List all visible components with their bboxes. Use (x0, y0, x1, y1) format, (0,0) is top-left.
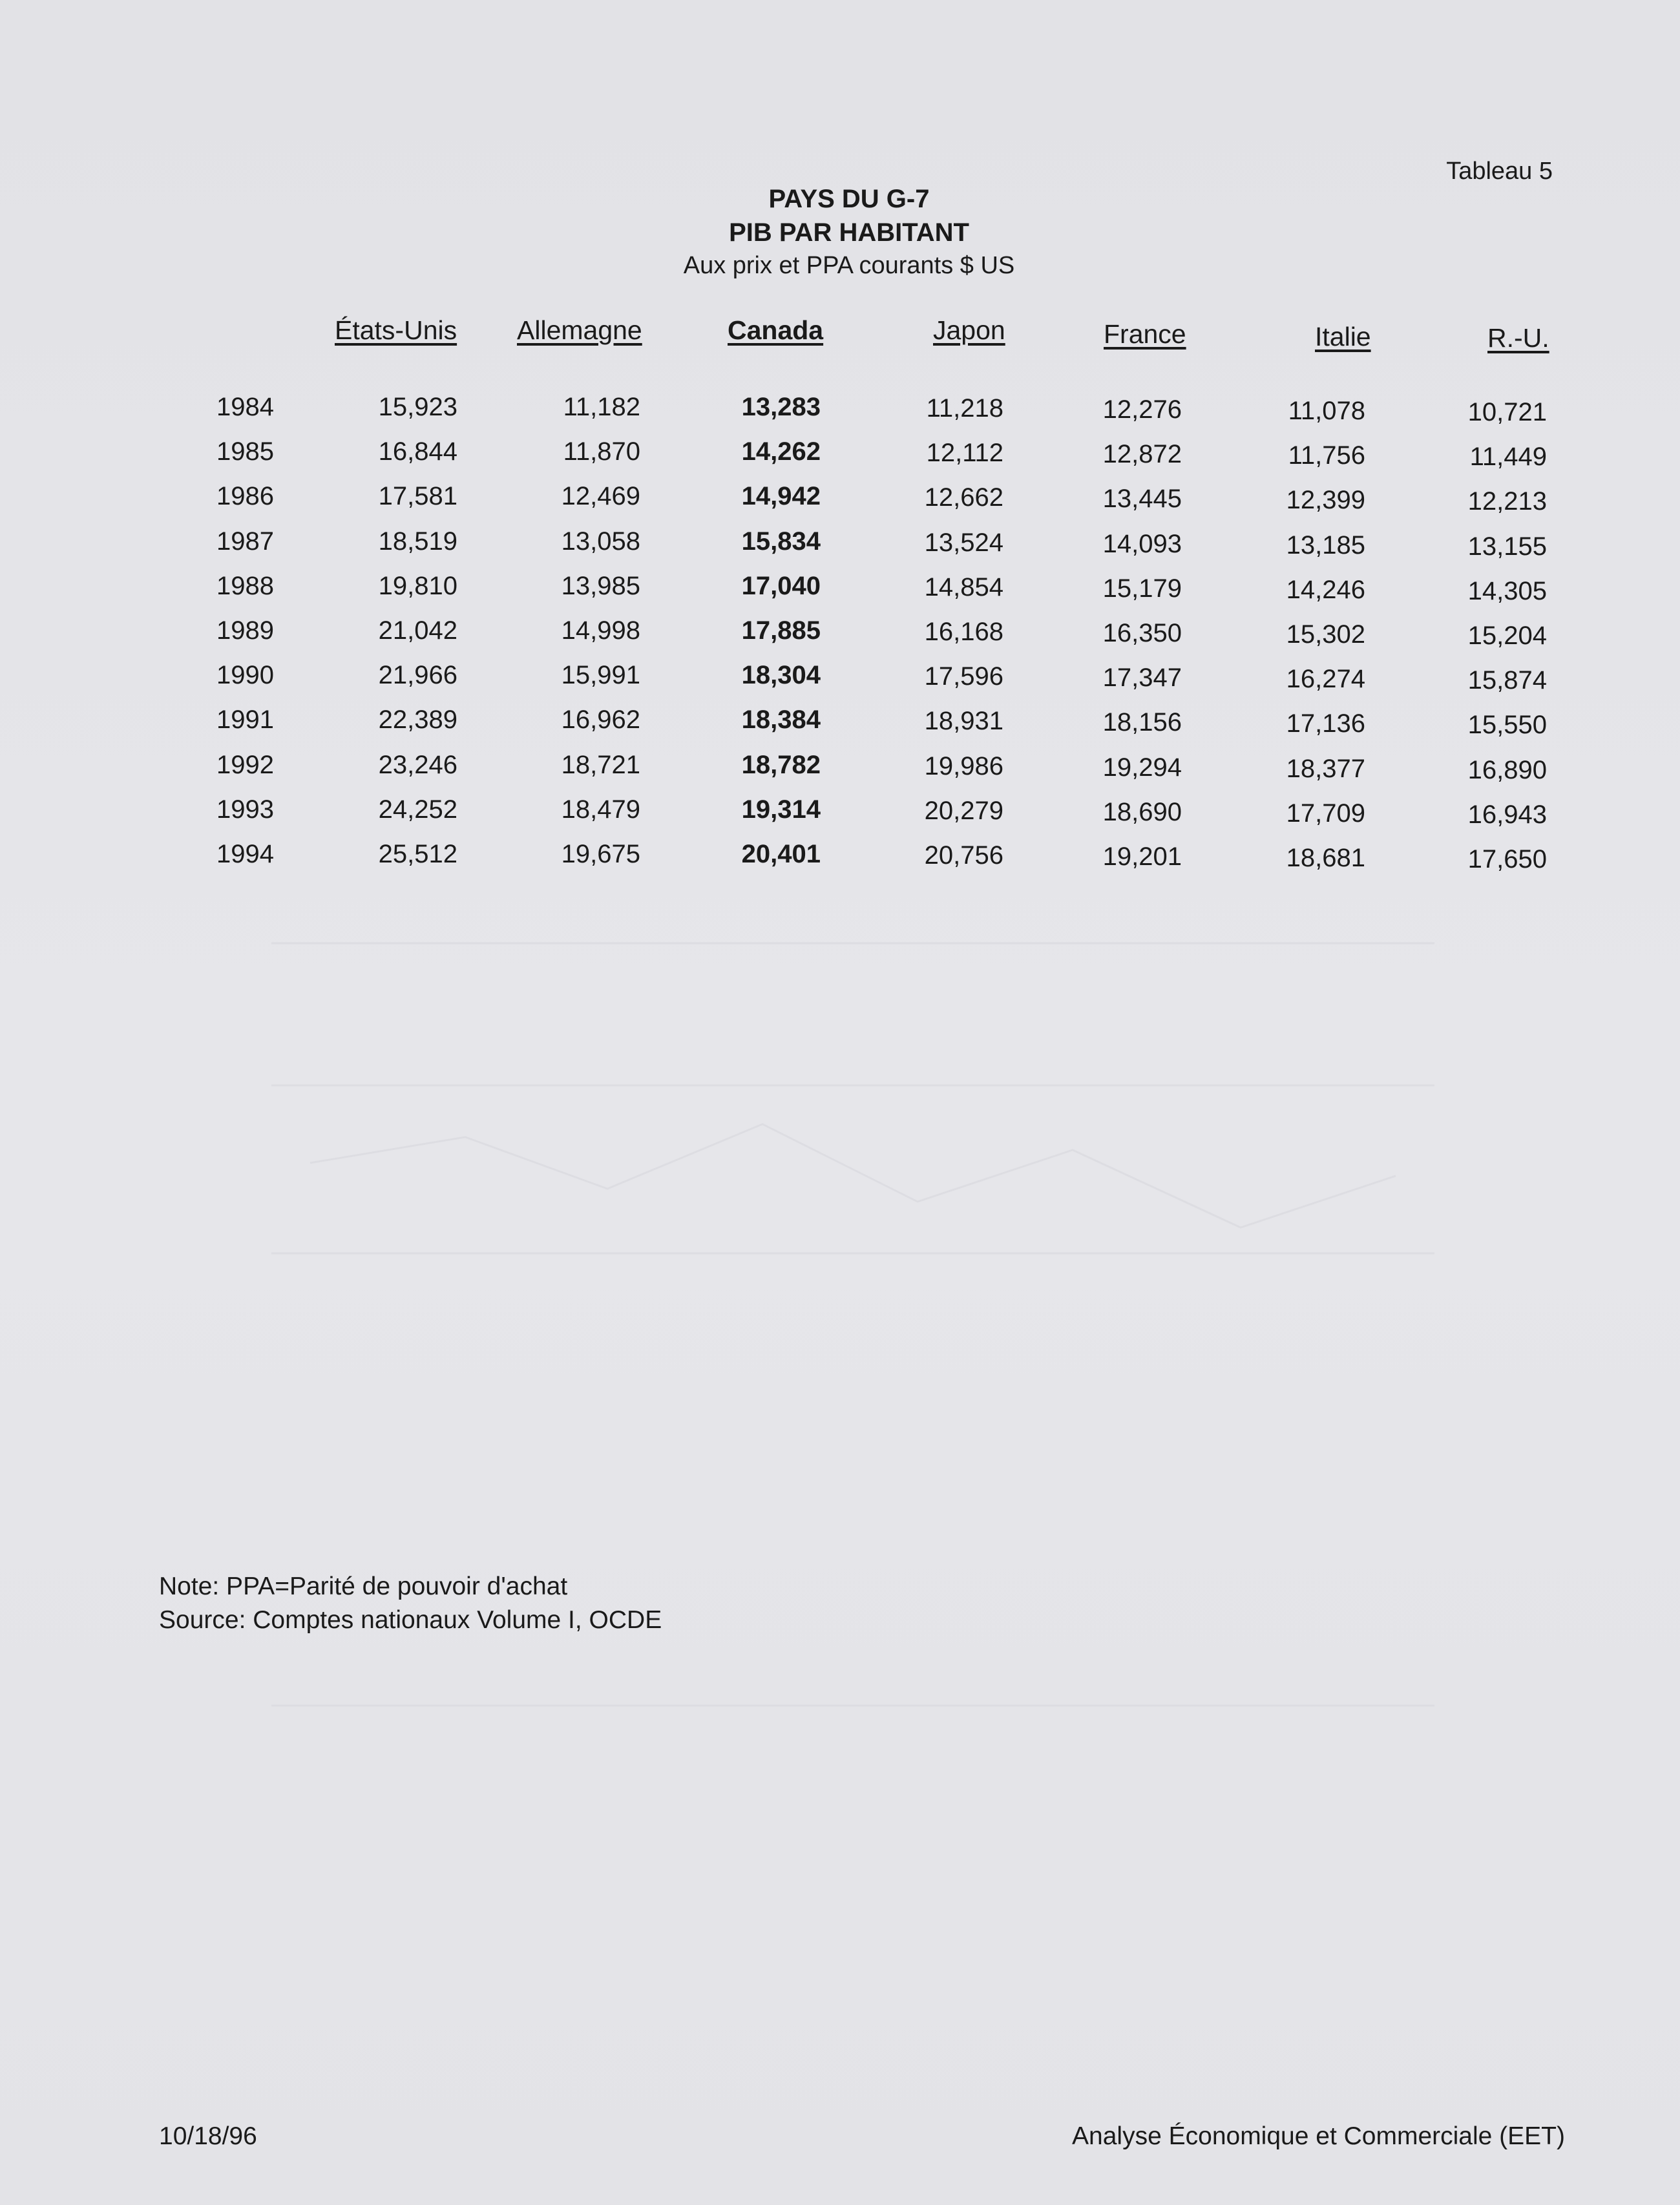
cell-italie: 16,274 (1286, 665, 1365, 694)
cell-italie: 12,399 (1286, 486, 1365, 515)
column-header-etats-unis: États-Unis (335, 315, 457, 345)
note-text: Note: PPA=Parité de pouvoir d'achat (159, 1573, 568, 1600)
cell-canada: 19,314 (741, 795, 821, 824)
table-title-block (0, 182, 1680, 282)
table-number-label: Tableau 5 (1446, 158, 1553, 185)
cell-canada: 20,401 (741, 840, 821, 868)
row-year: 1987 (216, 527, 274, 556)
row-year: 1991 (216, 705, 274, 735)
cell-ru: 10,721 (1467, 398, 1547, 426)
cell-japon: 14,854 (924, 572, 1003, 601)
column-header-japon: Japon (933, 315, 1005, 345)
cell-italie: 14,246 (1286, 575, 1365, 604)
cell-ru: 16,890 (1467, 755, 1547, 784)
cell-italie: 11,078 (1288, 397, 1365, 425)
table-row (0, 572, 1680, 611)
notes-block (159, 1570, 662, 1637)
table-row (0, 393, 1680, 432)
footer-publisher: Analyse Économique et Commerciale (EET) (1072, 2122, 1565, 2150)
table-row (0, 661, 1680, 700)
row-year: 1986 (216, 482, 274, 511)
cell-canada: 18,782 (741, 750, 821, 779)
cell-france: 18,690 (1102, 797, 1182, 826)
cell-allemagne: 11,182 (563, 393, 640, 421)
cell-japon: 11,218 (926, 394, 1003, 423)
cell-allemagne: 15,991 (561, 661, 640, 690)
cell-canada: 18,304 (741, 661, 821, 690)
cell-italie: 17,136 (1286, 709, 1365, 738)
cell-etats-unis: 16,844 (378, 437, 457, 466)
source-text: Source: Comptes nationaux Volume I, OCDE (159, 1606, 662, 1634)
column-header-france: France (1104, 319, 1186, 349)
cell-canada: 18,384 (741, 705, 821, 735)
cell-france: 12,276 (1102, 395, 1182, 424)
row-year: 1993 (216, 795, 274, 824)
cell-france: 17,347 (1102, 664, 1182, 693)
cell-canada: 14,262 (741, 437, 821, 466)
cell-etats-unis: 19,810 (378, 571, 457, 600)
cell-ru: 16,943 (1467, 800, 1547, 829)
row-year: 1985 (216, 437, 274, 466)
table-units-caption: Aux prix et PPA courants $ US (683, 252, 1015, 279)
cell-allemagne: 14,998 (561, 616, 640, 645)
row-year: 1990 (216, 661, 274, 690)
cell-canada: 15,834 (741, 527, 821, 556)
table-title: PAYS DU G-7 (768, 185, 930, 213)
cell-japon: 18,931 (924, 707, 1003, 736)
cell-allemagne: 11,870 (563, 437, 640, 466)
cell-canada: 14,942 (741, 482, 821, 511)
cell-ru: 15,550 (1467, 711, 1547, 740)
table-row (0, 437, 1680, 476)
table-row (0, 616, 1680, 655)
cell-france: 18,156 (1102, 708, 1182, 737)
cell-japon: 12,662 (924, 483, 1003, 512)
column-header-italie: Italie (1315, 322, 1371, 351)
cell-etats-unis: 17,581 (378, 482, 457, 511)
cell-allemagne: 12,469 (561, 482, 640, 511)
cell-italie: 18,681 (1286, 844, 1365, 872)
cell-allemagne: 18,479 (561, 795, 640, 824)
column-header-allemagne: Allemagne (517, 315, 642, 345)
cell-japon: 13,524 (924, 528, 1003, 557)
row-year: 1989 (216, 616, 274, 645)
cell-japon: 20,756 (924, 841, 1003, 870)
cell-allemagne: 13,985 (561, 571, 640, 600)
table-row (0, 840, 1680, 879)
row-year: 1984 (216, 393, 274, 421)
cell-etats-unis: 15,923 (378, 393, 457, 421)
cell-france: 15,179 (1102, 574, 1182, 603)
cell-ru: 13,155 (1467, 532, 1547, 561)
cell-etats-unis: 22,389 (378, 705, 457, 735)
cell-etats-unis: 21,042 (378, 616, 457, 645)
cell-italie: 15,302 (1286, 620, 1365, 649)
cell-france: 12,872 (1102, 440, 1182, 469)
row-year: 1992 (216, 750, 274, 779)
cell-ru: 11,449 (1469, 443, 1547, 472)
cell-etats-unis: 24,252 (378, 795, 457, 824)
table-row (0, 527, 1680, 566)
cell-france: 16,350 (1102, 619, 1182, 647)
cell-ru: 17,650 (1467, 845, 1547, 873)
cell-ru: 14,305 (1467, 576, 1547, 605)
cell-france: 13,445 (1102, 485, 1182, 514)
column-header-ru: R.-U. (1487, 323, 1549, 353)
cell-ru: 15,204 (1467, 622, 1547, 650)
table-row (0, 751, 1680, 789)
cell-allemagne: 18,721 (561, 750, 640, 779)
cell-japon: 12,112 (926, 439, 1003, 468)
table-row (0, 482, 1680, 521)
cell-japon: 17,596 (924, 662, 1003, 691)
cell-italie: 13,185 (1286, 530, 1365, 559)
cell-france: 14,093 (1102, 529, 1182, 558)
cell-ru: 12,213 (1467, 487, 1547, 516)
row-year: 1988 (216, 571, 274, 600)
cell-etats-unis: 21,966 (378, 661, 457, 690)
table-subtitle: PIB PAR HABITANT (729, 218, 969, 247)
cell-france: 19,294 (1102, 753, 1182, 782)
cell-ru: 15,874 (1467, 666, 1547, 695)
cell-canada: 17,885 (741, 616, 821, 645)
cell-etats-unis: 23,246 (378, 750, 457, 779)
cell-italie: 11,756 (1288, 441, 1365, 470)
cell-canada: 13,283 (741, 393, 821, 421)
cell-japon: 19,986 (924, 751, 1003, 780)
cell-canada: 17,040 (741, 571, 821, 600)
cell-italie: 18,377 (1286, 754, 1365, 783)
cell-france: 19,201 (1102, 842, 1182, 871)
footer-date: 10/18/96 (159, 2122, 257, 2150)
column-header-canada: Canada (728, 315, 824, 345)
cell-etats-unis: 18,519 (378, 527, 457, 556)
cell-italie: 17,709 (1286, 799, 1365, 828)
cell-japon: 16,168 (924, 618, 1003, 646)
cell-allemagne: 13,058 (561, 527, 640, 556)
table-row (0, 705, 1680, 744)
bleed-through-texture (271, 892, 1434, 1925)
cell-etats-unis: 25,512 (378, 840, 457, 868)
cell-japon: 20,279 (924, 796, 1003, 825)
table-row (0, 795, 1680, 834)
cell-allemagne: 16,962 (561, 705, 640, 735)
row-year: 1994 (216, 840, 274, 868)
cell-allemagne: 19,675 (561, 840, 640, 868)
